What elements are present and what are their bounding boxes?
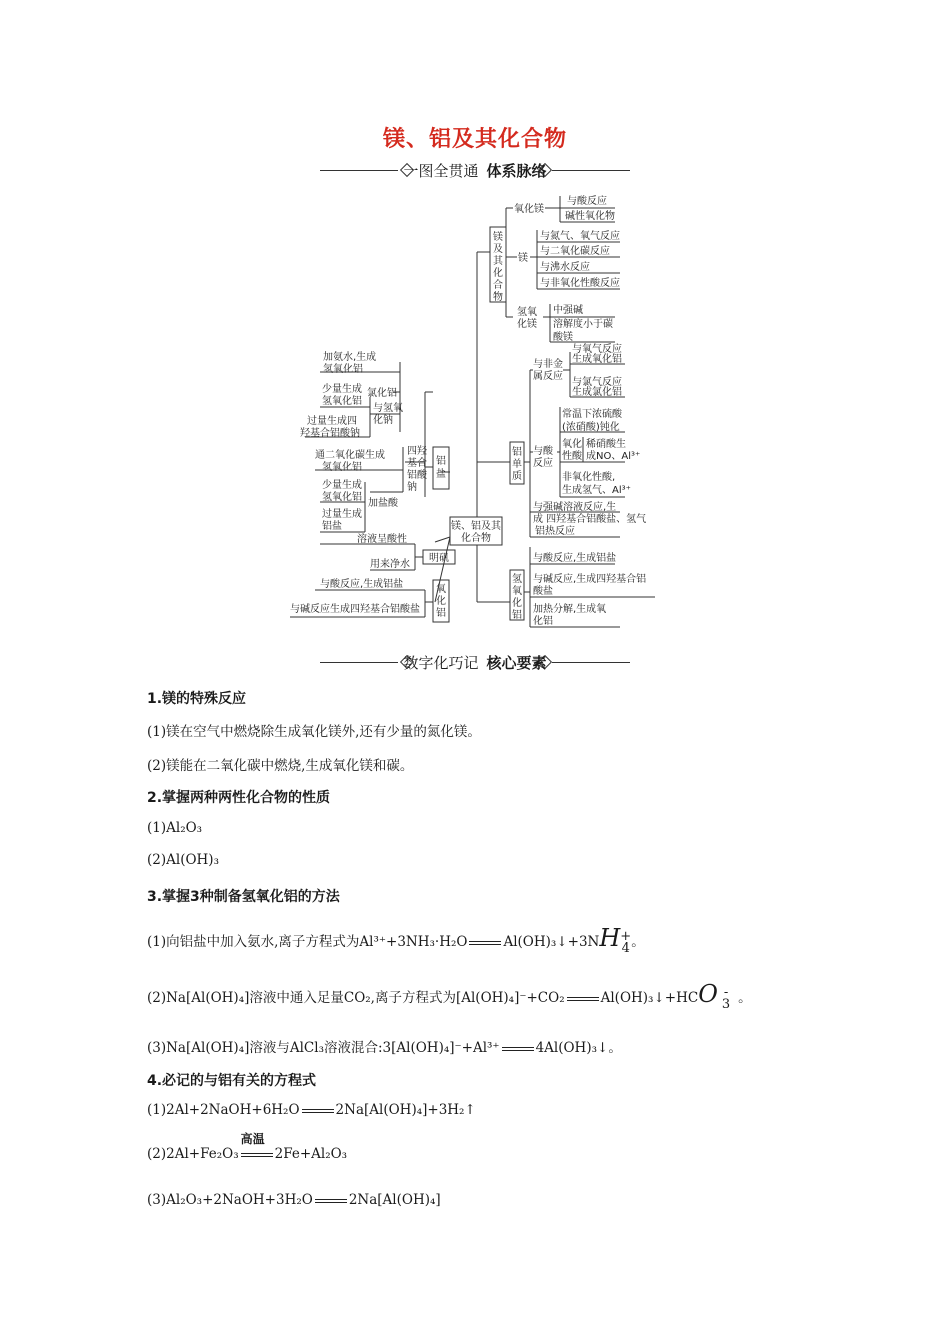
al2o3-item-2: 与碱反应生成四羟基合铝酸盐 [290, 604, 420, 615]
s3-1-lhs: (1)向铝盐中加入氨水,离子方程式为Al³⁺+3NH₃·H₂O [147, 934, 468, 950]
s3-3-rhs: 4Al(OH)₃↓。 [535, 1040, 622, 1056]
na-label-2: 基合 [407, 458, 427, 469]
section-banner-system [320, 160, 630, 182]
na-item-1: 通二氧化碳生成 [315, 450, 385, 461]
s4-3-rhs: 2Na[Al(OH)₄] [348, 1192, 441, 1208]
aloh-item-5: 化铝 [533, 616, 553, 627]
s3-2-lhs: (2)Na[Al(OH)₄]溶液中通入足量CO₂,离子方程式为[Al(OH)₄]⁻+CO₂ [147, 990, 565, 1006]
equals-sign [502, 1047, 534, 1051]
center-node-line2: 化合物 [461, 533, 491, 544]
mg-root-3: 其 [493, 256, 503, 267]
h-symbol: H [599, 924, 621, 952]
mg-root-6: 物 [493, 292, 503, 303]
s3-line-2 [147, 980, 752, 1011]
mg-item-2: 与二氧化碳反应 [540, 246, 610, 257]
s3-3-lhs: (3)Na[Al(OH)₄]溶液与AlCl₃溶液混合:3[Al(OH)₄]⁻+Al³⁺ [147, 1040, 500, 1056]
s4-2-rhs: 2Fe+Al₂O₃ [274, 1146, 348, 1162]
equals-sign [302, 1109, 334, 1113]
alcl-label: 氯化铝 [367, 388, 397, 399]
s4-line-2 [147, 1132, 348, 1162]
aloh-root-1: 氢 [512, 574, 522, 585]
al-root-3: 质 [512, 471, 522, 482]
alum-item-2: 用来净水 [370, 559, 410, 570]
mg-root-4: 化 [493, 268, 503, 279]
mg-label: 镁 [518, 253, 528, 264]
equals-sign [241, 1153, 273, 1157]
mg-root-5: 合 [493, 280, 503, 291]
al-acid-1: 与酸 [533, 446, 553, 457]
reaction-condition: 高温 [240, 1132, 265, 1146]
equals-sign [315, 1199, 347, 1203]
al-nonmetal-item-4: 生成氯化铝 [572, 387, 622, 398]
al-base-2: 成 四羟基合铝酸盐、氢气 [533, 514, 647, 525]
al-acid-item-4: 性酸 [562, 451, 582, 462]
al-nonmetal-item-2: 生成氧化铝 [572, 354, 622, 365]
al-thermite: 铝热反应 [535, 526, 575, 537]
al-acid-item-7: 非氧化性酸, [562, 472, 616, 483]
al-acid-item-3: 氧化 [562, 439, 582, 450]
mg-root-1: 镁 [493, 232, 503, 243]
na-item-2: 氢氧化铝 [322, 462, 362, 473]
alcl-item-5: 过量生成四 [307, 416, 357, 427]
h-subscript: 4 [621, 940, 630, 956]
section-heading-2: 2.掌握两种两性化合物的性质 [147, 790, 331, 806]
al-nonmetal-item-1: 与氧气反应 [572, 344, 622, 355]
na-item-6: 铝盐 [322, 521, 342, 532]
s2-line-2: (2)Al(OH)₃ [147, 852, 219, 868]
al-acid-item-5: 稀硝酸生 [586, 439, 626, 450]
s4-1-lhs: (1)2Al+2NaOH+6H₂O [147, 1102, 300, 1118]
mgoh-label-2: 化镁 [517, 319, 537, 330]
center-node-line1: 镁、铝及其 [451, 521, 501, 532]
h-charge: + [620, 928, 632, 944]
al-nonmetal-2: 属反应 [533, 371, 563, 382]
s4-2-lhs: (2)2Al+Fe₂O₃ [147, 1146, 239, 1162]
alum-label: 明矾 [429, 553, 449, 564]
s3-2-end: 。 [738, 990, 752, 1006]
s2-line-1: (1)Al₂O₃ [147, 820, 203, 836]
banner-right-text: 体系脉络 [486, 162, 547, 180]
s1-line-1: (1)镁在空气中燃烧除生成氧化镁外,还有少量的氮化镁。 [147, 724, 481, 740]
al2o3-root-2: 化 [436, 596, 446, 607]
salt-root-1: 铝 [436, 456, 446, 467]
aloh-root-2: 氧 [512, 586, 522, 597]
mg-item-4: 与非氧化性酸反应 [540, 278, 620, 289]
s3-1-rhs: Al(OH)₃↓+3N [503, 934, 600, 950]
al2o3-root-3: 铝 [436, 608, 446, 619]
o-charge: - [723, 984, 729, 1000]
section-banner-core [320, 652, 630, 674]
mgo-label: 氧化镁 [514, 204, 544, 215]
naoh-label-1: 与氢氧 [373, 403, 403, 414]
alcl-item-4: 氢氧化铝 [322, 396, 362, 407]
mgo-item-1: 与酸反应 [567, 196, 607, 207]
al-acid-item-8: 生成氢气、Al³⁺ [562, 485, 631, 496]
al-root-2: 单 [512, 459, 522, 470]
alcl-item-3: 少量生成 [322, 384, 362, 395]
alcl-item-1: 加氨水,生成 [323, 352, 377, 363]
section-heading-1: 1.镁的特殊反应 [147, 691, 247, 707]
banner-left-text: 一图全贯通 [403, 162, 479, 180]
s4-1-rhs: 2Na[Al(OH)₄]+3H₂↑ [335, 1102, 476, 1118]
aloh-item-1: 与酸反应,生成铝盐 [533, 553, 617, 564]
mgoh-item-2: 溶解度小于碳 [553, 319, 613, 330]
mg-item-1: 与氮气、氧气反应 [540, 231, 620, 242]
al2o3-item-1: 与酸反应,生成铝盐 [320, 579, 404, 590]
na-item-5: 过量生成 [322, 509, 362, 520]
o-symbol: O [698, 980, 718, 1008]
mg-root-2: 及 [493, 244, 503, 255]
s3-2-rhs: Al(OH)₃↓+HC [600, 990, 699, 1006]
alcl-item-2: 氢氧化铝 [323, 364, 363, 375]
alum-item-1: 溶液呈酸性 [357, 534, 407, 545]
equals-sign [567, 997, 599, 1001]
na-label-3: 铝酸 [407, 470, 427, 481]
page-title: 镁、铝及其化合物 [382, 127, 567, 152]
s4-line-3 [147, 1192, 441, 1208]
na-item-3: 少量生成 [322, 480, 362, 491]
s3-line-1 [147, 924, 645, 955]
na-item-4: 氢氧化铝 [322, 492, 362, 503]
equals-sign [469, 941, 501, 945]
mg-item-3: 与沸水反应 [540, 262, 590, 273]
mgo-item-2: 碱性氧化物 [565, 211, 615, 222]
s4-line-1 [147, 1102, 476, 1118]
aloh-item-3: 酸盐 [533, 586, 553, 597]
al-root-1: 铝 [512, 447, 522, 458]
banner2-left-text: 数字化巧记 [403, 654, 479, 672]
al-acid-item-2: (浓硝酸)钝化 [562, 422, 620, 433]
s4-3-lhs: (3)Al₂O₃+2NaOH+3H₂O [147, 1192, 313, 1208]
al2o3-root-1: 氧 [436, 584, 446, 595]
s3-1-end: 。 [631, 934, 645, 950]
aloh-item-4: 加热分解,生成氧 [533, 604, 607, 615]
al-nonmetal-item-3: 与氯气反应 [572, 377, 622, 388]
al-nonmetal-1: 与非金 [533, 359, 563, 370]
na-label-4: 钠 [407, 482, 417, 493]
al-acid-item-6: 成NO、Al³⁺ [586, 451, 641, 462]
na-label-1: 四羟 [407, 446, 427, 457]
salt-root-2: 盐 [436, 469, 446, 480]
o-subscript: 3 [721, 996, 731, 1012]
section-heading-3: 3.掌握3种制备氢氧化铝的方法 [147, 889, 340, 905]
mgoh-item-3: 酸镁 [553, 332, 573, 343]
aloh-item-2: 与碱反应,生成四羟基合铝 [533, 574, 647, 585]
hcl-label: 加盐酸 [368, 498, 398, 509]
aloh-root-4: 铝 [512, 610, 522, 621]
section-heading-4: 4.必记的与铝有关的方程式 [147, 1073, 317, 1089]
mgoh-label-1: 氢氧 [517, 307, 537, 318]
naoh-label-2: 化钠 [373, 415, 393, 426]
al-base-1: 与强碱溶液反应,生 [533, 502, 617, 513]
alcl-item-6: 羟基合铝酸钠 [300, 428, 360, 439]
s1-line-2: (2)镁能在二氧化碳中燃烧,生成氧化镁和碳。 [147, 758, 414, 774]
banner2-right-text: 核心要素 [486, 654, 547, 672]
mgoh-item-1: 中强碱 [553, 305, 583, 316]
al-acid-item-1: 常温下浓硫酸 [562, 409, 622, 420]
s3-line-3 [147, 1036, 622, 1056]
al-acid-2: 反应 [533, 458, 553, 469]
aloh-root-3: 化 [512, 598, 522, 609]
knowledge-diagram [285, 192, 665, 642]
